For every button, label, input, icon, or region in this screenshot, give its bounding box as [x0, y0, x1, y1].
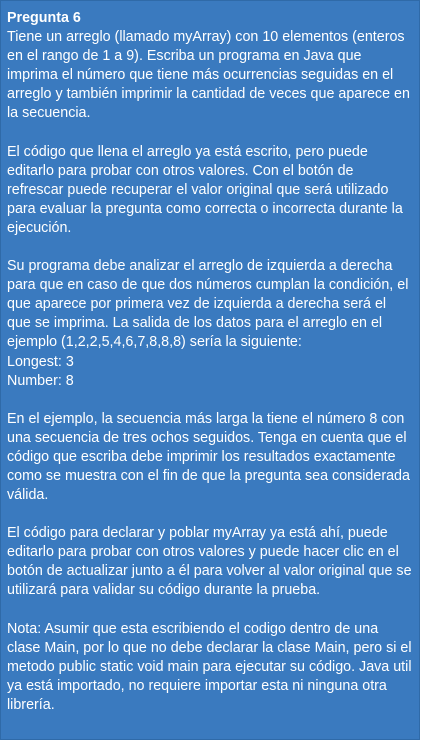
example-output-number: Number: 8 — [7, 372, 74, 389]
example-output-longest: Longest: 3 — [7, 353, 74, 370]
question-paragraph-note: Nota: Asumir que esta escribiendo el codigo dentro de una clase Main, por lo que no debe declarar la clase Main, pero si el metodo public static void main para ejecutar su código. Java util ya está importado, no requiere importar esta ni ninguna otra librería. — [7, 620, 412, 713]
question-paragraph-code-info: El código que llena el arreglo ya está escrito, pero puede editarlo para probar con otros valores. Con el botón de refrescar puede recuperar el valor original que será utilizado para evaluar la pregunta como correcta o incorrecta durante la ejecución. — [7, 143, 403, 236]
question-paragraph-intro: Tiene un arreglo (llamado myArray) con 10 elementos (enteros en el rango de 1 a 9). Escriba un programa en Java que imprima el número que tiene más ocurrencias seguidas en el arreglo y también imprimir la cantidad de veces que aparece en la secuencia. — [7, 29, 410, 122]
question-title: Pregunta 6 — [7, 10, 81, 26]
example-description: Su programa debe analizar el arreglo de izquierda a derecha para que en caso de que dos números cumplan la condición, el que aparece por primera vez de izquierda a derecha será el que se imprima. La salida de los datos para el arreglo en el ejemplo (1,2,2,5,4,6,7,8,8,8) sería la siguiente: — [7, 258, 409, 351]
question-paragraph-example — [7, 257, 413, 391]
question-paragraph-refresh: El código para declarar y poblar myArray ya está ahí, puede editarlo para probar con otros valores y puede hacer clic en el botón de actualizar junto a él para volver al valor original que se utilizará para validar su código durante la prueba. — [7, 525, 412, 599]
question-paragraph-explanation: En el ejemplo, la secuencia más larga la tiene el número 8 con una secuencia de tres ochos seguidos. Tenga en cuenta que el código que escriba debe imprimir los resultados exactamente como se muestra con el fin de que la pregunta sea considerada válida. — [7, 410, 410, 504]
